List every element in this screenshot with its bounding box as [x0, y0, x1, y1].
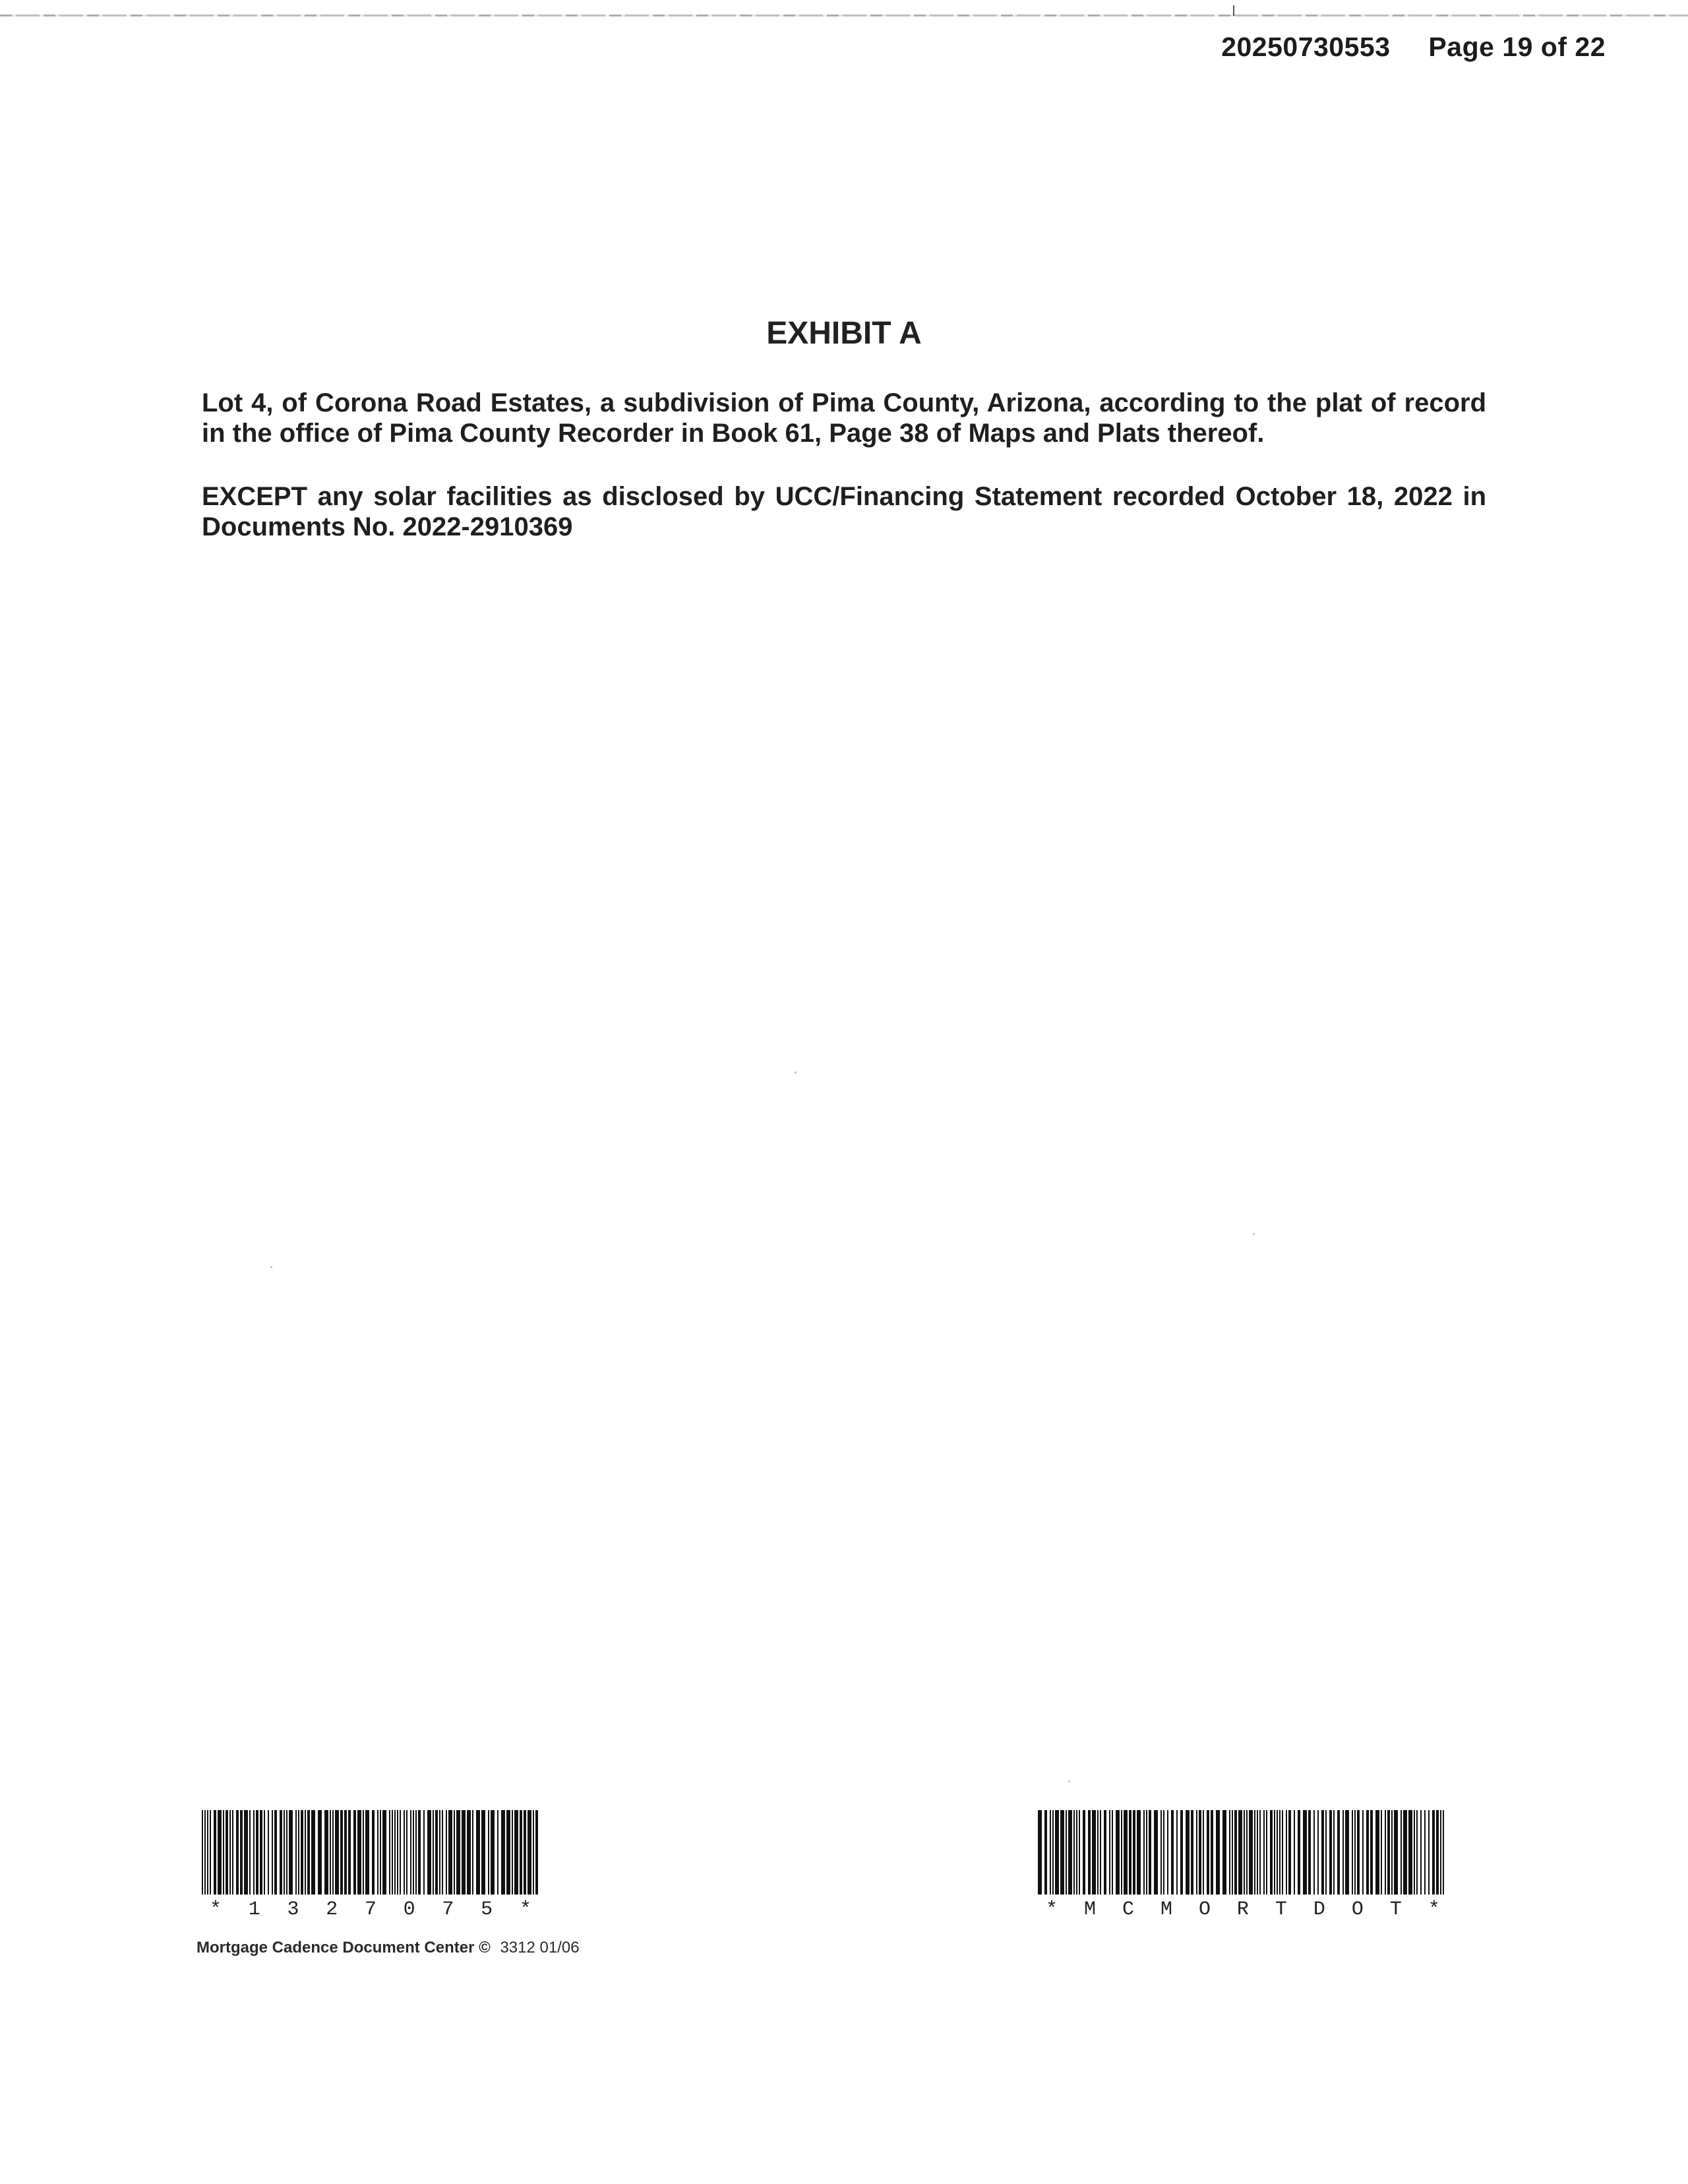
barcode-bar [1044, 1810, 1047, 1895]
barcode-bar [512, 1810, 513, 1895]
barcode-character: 7 [442, 1898, 454, 1921]
barcode-bar [280, 1810, 282, 1895]
barcode-bar [1149, 1810, 1151, 1895]
barcode-bar [1088, 1810, 1091, 1895]
barcode-bar [423, 1810, 425, 1895]
barcode-character: T [1275, 1898, 1287, 1921]
barcode-character: 2 [326, 1898, 338, 1921]
barcode-bar [1055, 1810, 1059, 1895]
barcode-bar [533, 1810, 534, 1895]
barcode-character: 5 [481, 1898, 493, 1921]
barcode-character: M [1083, 1898, 1096, 1921]
barcode-bar [1211, 1810, 1213, 1895]
barcode-bar [1354, 1810, 1356, 1895]
barcode-bar [448, 1810, 452, 1895]
barcode-bar [1222, 1810, 1226, 1895]
barcode-bar [324, 1810, 328, 1895]
barcode-bar [1066, 1810, 1067, 1895]
barcode-bar [249, 1810, 251, 1895]
barcode-bar [1408, 1810, 1412, 1895]
barcode-bar [1124, 1810, 1128, 1895]
barcode-bar [435, 1810, 438, 1895]
barcode-bar [1394, 1810, 1398, 1895]
loan-number-barcode [202, 1810, 539, 1921]
barcode-bar [330, 1810, 331, 1895]
barcode-bar [1282, 1810, 1283, 1895]
barcode-bar [481, 1810, 485, 1895]
document-type-barcode [1038, 1810, 1448, 1921]
barcode-bar [389, 1810, 390, 1895]
barcode-bar [454, 1810, 455, 1895]
barcode-bar [307, 1810, 310, 1895]
barcode-bar [286, 1810, 287, 1895]
barcode-bar [1176, 1810, 1178, 1895]
barcode-bar [488, 1810, 489, 1895]
barcode-bar [1104, 1810, 1106, 1895]
barcode-bar [295, 1810, 297, 1895]
barcode-bar [1414, 1810, 1415, 1895]
barcode-bar [1171, 1810, 1174, 1895]
barcode-bar [1385, 1810, 1386, 1895]
barcode-bar [406, 1810, 407, 1895]
barcode-bar [229, 1810, 231, 1895]
scan-speck [270, 1266, 272, 1268]
barcode-bar [1274, 1810, 1275, 1895]
barcode-bar [1352, 1810, 1353, 1895]
scan-speck [1068, 1780, 1070, 1782]
barcode-bar [1199, 1810, 1201, 1895]
barcode-bar [1321, 1810, 1324, 1895]
barcode-bar [318, 1810, 322, 1895]
recording-reference [1221, 32, 1606, 63]
barcode-bar [1079, 1810, 1080, 1895]
barcode-bar [1112, 1810, 1113, 1895]
barcode-bar [236, 1810, 239, 1895]
scan-speck [795, 1072, 797, 1074]
barcode-bar [363, 1810, 364, 1895]
barcode-bar [1263, 1810, 1265, 1895]
barcode-bar [476, 1810, 480, 1895]
loan-number-barcode-text [202, 1898, 539, 1921]
barcode-bar [1333, 1810, 1335, 1895]
barcode-bar [1254, 1810, 1255, 1895]
barcode-bar [1180, 1810, 1183, 1895]
barcode-bar [433, 1810, 434, 1895]
barcode-bar [427, 1810, 431, 1895]
barcode-bar [1129, 1810, 1131, 1895]
exhibit-title: EXHIBIT A [766, 316, 922, 351]
barcode-bar [442, 1810, 443, 1895]
barcode-bar [256, 1810, 258, 1895]
barcode-bar [1068, 1810, 1072, 1895]
barcode-bar [1381, 1810, 1382, 1895]
barcode-bar [284, 1810, 285, 1895]
barcode-bar [380, 1810, 381, 1895]
barcode-bar [446, 1810, 447, 1895]
barcode-character: T [1389, 1898, 1402, 1921]
barcode-bar [348, 1810, 351, 1895]
barcode-bar [1154, 1810, 1158, 1895]
barcode-bar [1375, 1810, 1379, 1895]
barcode-bar [382, 1810, 386, 1895]
barcode-bar [1109, 1810, 1110, 1895]
barcode-character: O [1351, 1898, 1364, 1921]
barcode-bar [1097, 1810, 1099, 1895]
barcode-bar [1436, 1810, 1439, 1895]
barcode-bar [1277, 1810, 1278, 1895]
barcode-character: 0 [403, 1898, 415, 1921]
loan-number-barcode-bars [202, 1810, 539, 1895]
barcode-bar [1060, 1810, 1064, 1895]
barcode-bar [232, 1810, 233, 1895]
barcode-bar [264, 1810, 265, 1895]
barcode-bar [413, 1810, 414, 1895]
barcode-bar [1329, 1810, 1332, 1895]
barcode-character: R [1236, 1898, 1249, 1921]
barcode-bar [506, 1810, 510, 1895]
barcode-bar [1167, 1810, 1168, 1895]
barcode-bar [1249, 1810, 1253, 1895]
barcode-bar [1298, 1810, 1300, 1895]
barcode-bar [1266, 1810, 1267, 1895]
barcode-character: 1 [248, 1898, 260, 1921]
barcode-bar [1370, 1810, 1373, 1895]
barcode-character: 3 [287, 1898, 299, 1921]
barcode-bar [394, 1810, 396, 1895]
barcode-bar [467, 1810, 471, 1895]
barcode-bar [1432, 1810, 1435, 1895]
barcode-bar [1403, 1810, 1407, 1895]
barcode-bar [1288, 1810, 1291, 1895]
barcode-bar [535, 1810, 538, 1895]
barcode-bar [1303, 1810, 1307, 1895]
barcode-bar [397, 1810, 398, 1895]
barcode-bar [272, 1810, 273, 1895]
page-indicator: Page 19 of 22 [1428, 32, 1606, 62]
barcode-bar [204, 1810, 206, 1895]
barcode-bar [456, 1810, 460, 1895]
barcode-bar [1232, 1810, 1233, 1895]
barcode-bar [1257, 1810, 1258, 1895]
barcode-bar [1362, 1810, 1364, 1895]
barcode-bar [244, 1810, 248, 1895]
barcode-bar [377, 1810, 378, 1895]
form-code: 3312 01/06 [500, 1939, 580, 1957]
barcode-bar [353, 1810, 356, 1895]
barcode-bar [514, 1810, 518, 1895]
barcode-bar [268, 1810, 269, 1895]
barcode-bar [332, 1810, 334, 1895]
barcode-character: D [1313, 1898, 1325, 1921]
barcode-bar [1317, 1810, 1319, 1895]
barcode-character: 7 [364, 1898, 377, 1921]
scan-edge-line [0, 15, 1688, 16]
barcode-bar [524, 1810, 526, 1895]
barcode-bar [1294, 1810, 1295, 1895]
barcode-bar [1207, 1810, 1209, 1895]
barcode-bar [1216, 1810, 1220, 1895]
barcode-bar [1038, 1810, 1042, 1895]
barcode-bar [223, 1810, 224, 1895]
form-footer [196, 1939, 580, 1957]
barcode-bar [365, 1810, 369, 1895]
barcode-bar [1337, 1810, 1340, 1895]
barcode-bar [1050, 1810, 1051, 1895]
barcode-bar [1342, 1810, 1344, 1895]
barcode-bar [1270, 1810, 1273, 1895]
barcode-bar [1259, 1810, 1261, 1895]
document-type-barcode-bars [1038, 1810, 1448, 1895]
barcode-bar [1052, 1810, 1054, 1895]
barcode-character: C [1122, 1898, 1134, 1921]
barcode-bar [1440, 1810, 1441, 1895]
barcode-bar [301, 1810, 303, 1895]
barcode-bar [1121, 1810, 1122, 1895]
barcode-bar [202, 1810, 203, 1895]
barcode-bar [1073, 1810, 1075, 1895]
barcode-bar [1234, 1810, 1237, 1895]
form-publisher: Mortgage Cadence Document Center [196, 1939, 475, 1957]
copyright-symbol: © [479, 1939, 491, 1957]
barcode-bar [1416, 1810, 1418, 1895]
barcode-bar [410, 1810, 411, 1895]
barcode-bar [418, 1810, 421, 1895]
barcode-bar [415, 1810, 417, 1895]
barcode-bar [462, 1810, 466, 1895]
barcode-bar [1133, 1810, 1135, 1895]
barcode-bar [392, 1810, 393, 1895]
barcode-bar [497, 1810, 498, 1895]
barcode-bar [1092, 1810, 1096, 1895]
barcode-bar [344, 1810, 347, 1895]
barcode-bar [1420, 1810, 1422, 1895]
barcode-character: M [1160, 1898, 1172, 1921]
barcode-bar [1308, 1810, 1311, 1895]
legal-description-paragraph: Lot 4, of Corona Road Estates, a subdivision of Pima County, Arizona, according to the plat of record in the office of Pima County Recorder in Book 61, Page 38 of Maps and Plats thereof. [202, 388, 1486, 448]
barcode-bar [1143, 1810, 1145, 1895]
barcode-bar [218, 1810, 222, 1895]
barcode-bar [1357, 1810, 1360, 1895]
barcode-bar [226, 1810, 228, 1895]
barcode-bar [372, 1810, 375, 1895]
barcode-bar [1238, 1810, 1242, 1895]
barcode-bar [311, 1810, 315, 1895]
barcode-bar [1163, 1810, 1164, 1895]
barcode-bar [1244, 1810, 1245, 1895]
barcode-bar [1146, 1810, 1147, 1895]
barcode-bar [1424, 1810, 1426, 1895]
barcode-bar [491, 1810, 495, 1895]
barcode-bar [528, 1810, 531, 1895]
barcode-bar [1246, 1810, 1248, 1895]
document-number: 20250730553 [1221, 32, 1391, 62]
barcode-bar [1100, 1810, 1101, 1895]
barcode-character: * [1428, 1898, 1440, 1921]
barcode-bar [1076, 1810, 1077, 1895]
barcode-bar [1229, 1810, 1230, 1895]
barcode-character: O [1198, 1898, 1211, 1921]
barcode-bar [400, 1810, 401, 1895]
barcode-bar [439, 1810, 440, 1895]
barcode-bar [335, 1810, 339, 1895]
barcode-bar [305, 1810, 306, 1895]
scan-edge-mark [1233, 5, 1234, 16]
barcode-bar [1196, 1810, 1197, 1895]
barcode-bar [289, 1810, 293, 1895]
barcode-bar [472, 1810, 473, 1895]
barcode-bar [1428, 1810, 1430, 1895]
barcode-bar [1203, 1810, 1204, 1895]
barcode-bar [1186, 1810, 1190, 1895]
barcode-bar [520, 1810, 522, 1895]
barcode-bar [240, 1810, 243, 1895]
barcode-bar [1366, 1810, 1369, 1895]
scan-speck [1253, 1233, 1255, 1235]
barcode-bar [501, 1810, 505, 1895]
barcode-bar [1401, 1810, 1402, 1895]
barcode-bar [1137, 1810, 1141, 1895]
barcode-bar [357, 1810, 361, 1895]
barcode-bar [207, 1810, 208, 1895]
barcode-bar [1391, 1810, 1393, 1895]
barcode-bar [298, 1810, 299, 1895]
barcode-bar [260, 1810, 262, 1895]
barcode-bar [1443, 1810, 1444, 1895]
barcode-bar [404, 1810, 405, 1895]
barcode-bar [1279, 1810, 1281, 1895]
barcode-bar [1083, 1810, 1085, 1895]
barcode-character: * [210, 1898, 222, 1921]
barcode-bar [1345, 1810, 1349, 1895]
exception-paragraph: EXCEPT any solar facilities as disclosed by UCC/Financing Statement recorded October 18, 2022 in Documents No. 2022-2910369 [202, 482, 1486, 541]
barcode-bar [340, 1810, 343, 1895]
barcode-bar [1116, 1810, 1120, 1895]
document-type-barcode-text [1038, 1898, 1448, 1921]
barcode-bar [1286, 1810, 1287, 1895]
barcode-character: * [1046, 1898, 1058, 1921]
barcode-bar [1387, 1810, 1390, 1895]
barcode-bar [1160, 1810, 1162, 1895]
barcode-bar [1191, 1810, 1193, 1895]
barcode-bar [274, 1810, 277, 1895]
barcode-bar [210, 1810, 211, 1895]
barcode-bar [1313, 1810, 1315, 1895]
barcode-bar [253, 1810, 255, 1895]
barcode-character: * [519, 1898, 531, 1921]
barcode-bar [1325, 1810, 1327, 1895]
barcode-bar [214, 1810, 216, 1895]
